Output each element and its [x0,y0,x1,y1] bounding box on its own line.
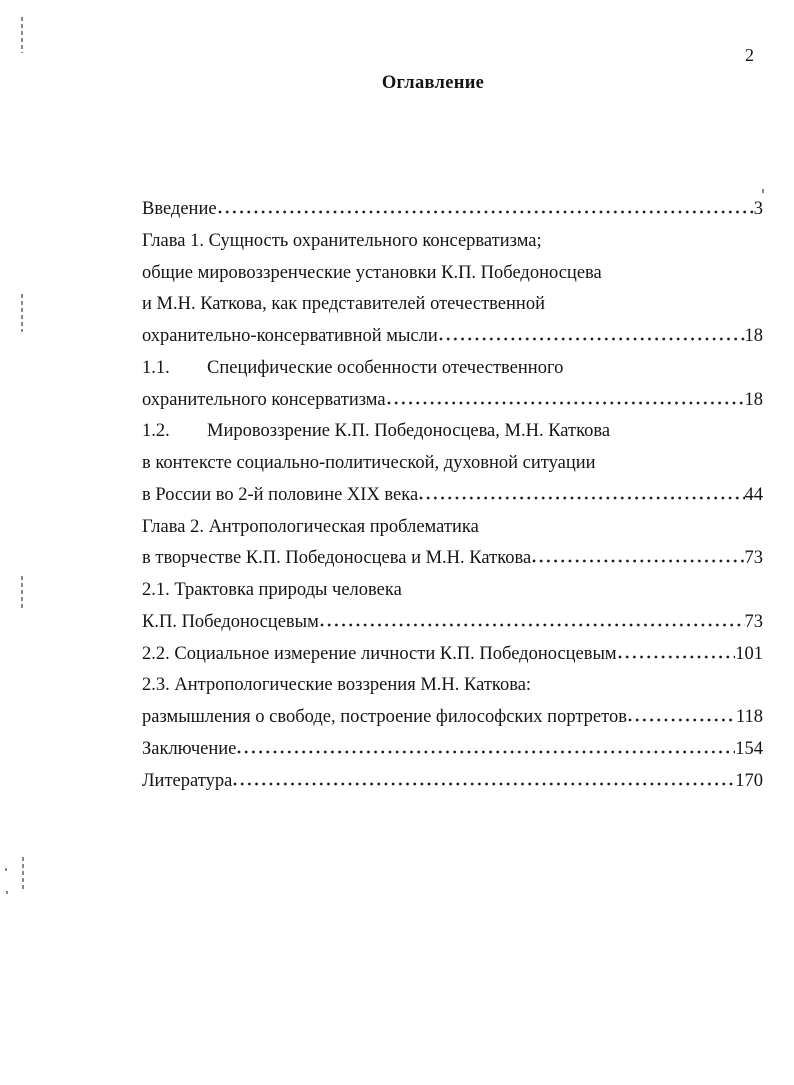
toc-entry-text: размышления о свободе, построение философских портретов [142,707,627,727]
toc-entry [142,448,763,480]
dot-leader [618,655,736,659]
toc-entry-number: 1.2. [142,421,170,442]
toc-entry-text: Введение [142,199,217,219]
dot-leader [387,401,745,405]
scan-artifact [22,857,24,889]
toc-entry [142,543,763,575]
table-of-contents [142,194,763,797]
toc-entry-page-number: 3 [753,199,763,219]
toc-entry-text: 2.3. Антропологические воззрения М.Н. Каткова: [142,675,532,696]
toc-entry-text: Литература [142,770,233,791]
toc-entry-text: Глава 2. Антропологическая проблематика [142,516,479,537]
toc-entry-page-number: 118 [735,707,763,727]
scan-artifact [21,17,23,53]
toc-entry-page-number: 73 [744,548,763,569]
toc-entry [142,512,763,544]
scan-artifact [21,576,23,610]
toc-entry [142,480,763,512]
toc-entry-number: 1.1. [142,357,170,378]
toc-entry [142,702,763,734]
dot-leader [532,559,744,563]
toc-entry [142,385,763,417]
toc-entry [142,766,763,798]
toc-entry-text: в России во 2-й половине XIX века [142,484,419,505]
toc-entry-page-number: 154 [735,738,763,759]
toc-entry [142,353,763,385]
dot-leader [439,337,745,341]
toc-entry-page-number: 170 [735,770,763,791]
toc-entry [142,321,763,353]
toc-entry [142,670,763,702]
scan-artifact [21,294,23,332]
dot-leader [233,782,735,786]
toc-entry-page-number: 101 [735,643,763,664]
toc-entry-text: К.П. Победоносцевым [142,611,319,632]
page-number: 2 [745,45,754,65]
toc-entry-text: и М.Н. Каткова, как представителей отечественной [142,294,545,315]
toc-entry-page-number: 18 [744,389,763,410]
toc-entry-text: общие мировоззренческие установки К.П. Победоносцева [142,262,602,283]
dot-leader [237,750,735,754]
scan-artifact [762,189,764,193]
toc-entry [142,258,763,290]
toc-entry [142,226,763,258]
toc-entry [142,194,763,226]
dot-leader [218,210,754,214]
scan-artifact [5,868,7,871]
toc-entry-text: Специфические особенности отечественного [207,357,564,378]
toc-entry-text: 2.1. Трактовка природы человека [142,580,402,600]
toc-entry-text: 2.2. Социальное измерение личности К.П. Победоносцевым [142,643,617,664]
toc-entry-page-number: 18 [744,326,763,346]
toc-entry [142,639,763,671]
toc-entry-text: Мировоззрение К.П. Победоносцева, М.Н. Каткова [207,421,611,442]
toc-entry-text: охранительного консерватизма [142,389,386,410]
toc-entry [142,416,763,448]
toc-entry-page-number: 73 [744,611,763,632]
toc-entry [142,575,763,607]
toc-entry-text: охранительно-консервативной мысли [142,326,438,346]
toc-entry [142,734,763,766]
scan-artifact [6,891,8,894]
toc-entry-text: Заключение [142,738,237,759]
toc-entry [142,289,763,321]
dot-leader [320,623,745,627]
dot-leader [419,496,744,500]
toc-entry [142,607,763,639]
toc-entry-text: в творчестве К.П. Победоносцева и М.Н. Каткова [142,548,532,569]
dot-leader [628,718,736,722]
toc-entry-text: Глава 1. Сущность охранительного консерватизма; [142,230,542,251]
toc-entry-text: в контексте социально-политической, духовной ситуации [142,453,596,473]
toc-entry-page-number: 44 [744,484,763,505]
page-title: Оглавление [381,73,485,93]
